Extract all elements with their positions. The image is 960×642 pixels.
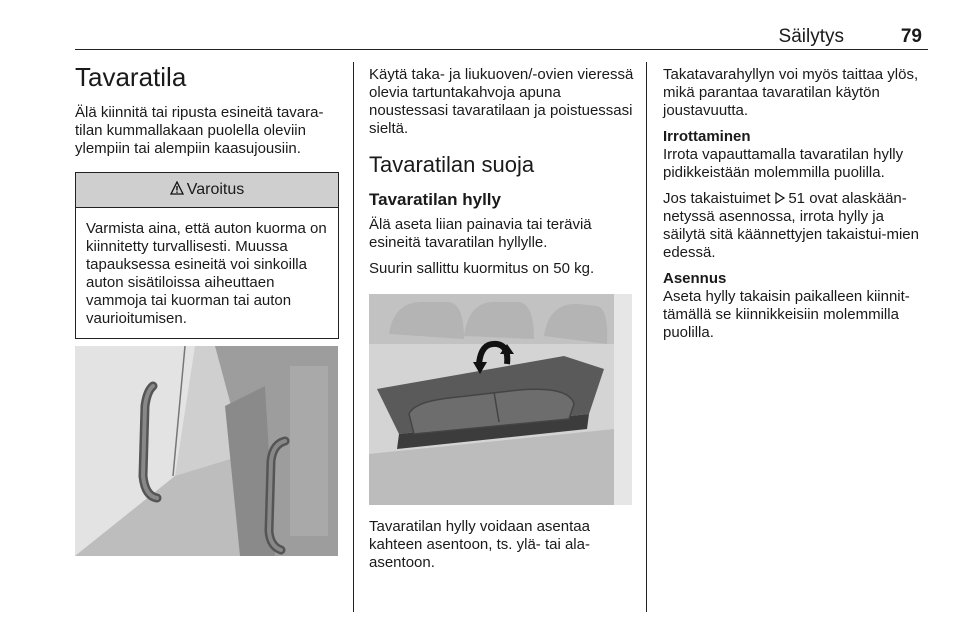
intro-paragraph: Älä kiinnitä tai ripusta esineitä tavara-tilan kummallakaan puolella oleviin ylempiin tai alempiin kaasujousiin.: [75, 104, 324, 157]
shelf-warning-paragraph: Älä aseta liian painavia tai teräviä esineitä tavaratilan hyllylle.: [369, 216, 592, 251]
warning-header: [76, 173, 338, 208]
column-divider-2: [646, 62, 647, 612]
column-2: [369, 66, 635, 286]
shelf-positions-paragraph: Tavaratilan hylly voidaan asentaa kahteen asentoon, ts. ylä- tai ala-asentoon.: [369, 518, 590, 571]
page-header: [75, 26, 928, 48]
warning-text: Varmista aina, että auton kuorma on kiinnitetty turvallisesti. Muussa tapauksessa esineitä voi sinkoilla auton sisätiloissa aiheuttaen vammoja tai kuorman tai auton vaurioitumisen.: [86, 220, 327, 327]
install-label: Asennus: [663, 270, 727, 287]
warning-triangle-icon: [170, 181, 184, 200]
heading-tavaratila: Tavaratila: [75, 62, 187, 92]
max-load-paragraph: Suurin sallittu kuormitus on 50 kg.: [369, 260, 595, 277]
heading-tavaratilan-suoja: Tavaratilan suoja: [369, 152, 535, 177]
removal-label: Irrottaminen: [663, 128, 751, 145]
seats-folded-paragraph: [663, 190, 929, 262]
section-title: Säilytys: [778, 26, 844, 47]
warning-title: Varoitus: [186, 181, 245, 198]
page-reference-arrow-icon: [775, 191, 789, 206]
warning-box: [75, 172, 339, 339]
page-number: 79: [900, 26, 922, 47]
column-divider-1: [353, 62, 354, 612]
install-section: [663, 270, 929, 342]
page-reference-link[interactable]: 51: [788, 190, 806, 207]
column-3: [663, 66, 929, 350]
removal-text: Irrota vapauttamalla tavaratilan hylly pidikkeistään molemmilla puolilla.: [663, 146, 904, 181]
cargo-area-grab-handles-image: [75, 346, 338, 556]
parcel-shelf-image: [369, 294, 632, 505]
column-2-bottom: [369, 518, 635, 580]
seats-folded-suffix: ovat alaskään-netyssä asennossa, irrota hylly ja säilytä sitä käännettyjen takaistui-mien edessä.: [663, 190, 919, 261]
seats-folded-prefix: Jos takaistuimet: [663, 190, 771, 207]
header-divider: [75, 49, 928, 50]
column-1: [75, 62, 340, 166]
fold-up-paragraph: Takatavarahyllyn voi myös taittaa ylös, mikä parantaa tavaratilan käytön joustavuutta.: [663, 66, 919, 119]
removal-section: [663, 128, 929, 182]
grab-handle-paragraph: Käytä taka- ja liukuoven/-ovien vieressä olevia tartuntakahvoja apuna noustessasi tavaratilaan ja poistuessasi sieltä.: [369, 66, 634, 137]
install-text: Aseta hylly takaisin paikalleen kiinnit-tämällä se kiinnikkeisiin molemmilla puolilla.: [663, 288, 910, 341]
subheading-tavaratilan-hylly: Tavaratilan hylly: [369, 190, 501, 209]
